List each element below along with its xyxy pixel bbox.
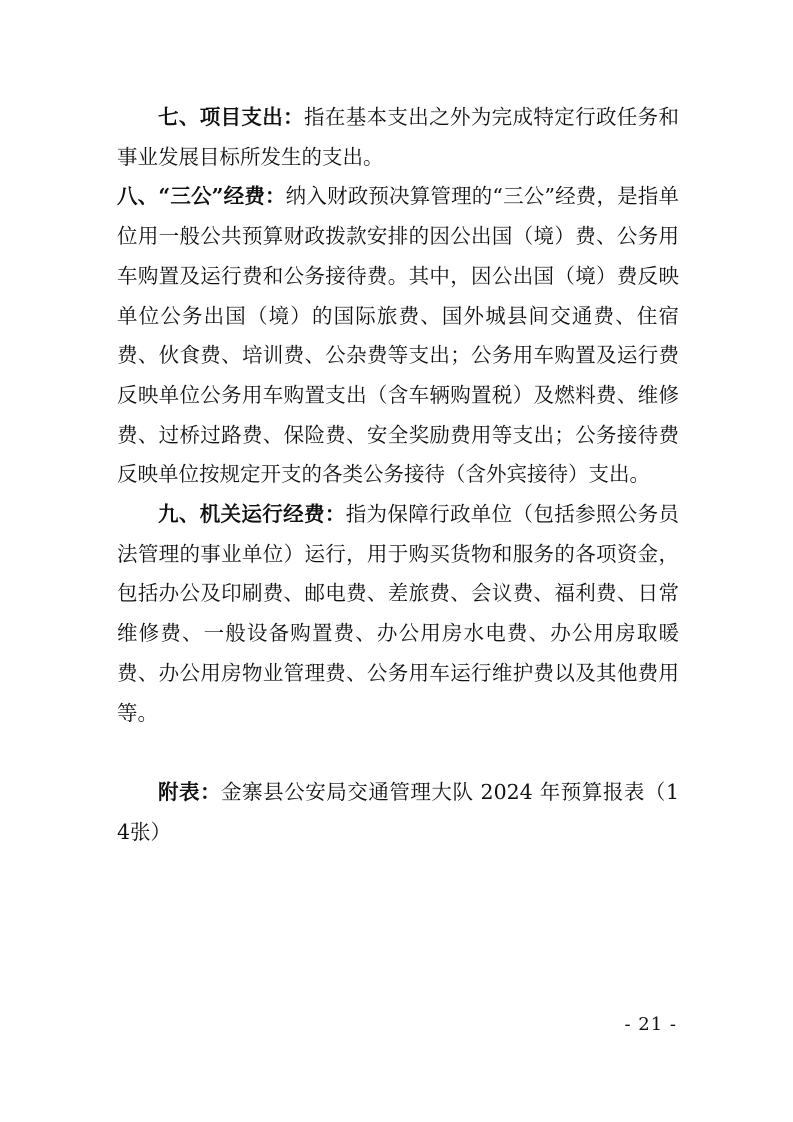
paragraph-text: 纳入财政预决算管理的“三公”经费，是指单位用一般公共预算财政拨款安排的因公出国（境）费、公务用车购置及运行费和公务接待费。其中，因公出国（境）费反映单位公务出国（境）的国际旅费、国外城县间交通费、住宿费、伙食费、培训费、公杂费等支出；公务用车购置及运行费反映单位公务用车购置支出（含车辆购置税）及燃料费、维修费、过桥过路费、保险费、安全奖励费用等支出；公务接待费反映单位按规定开支的各类公务接待（含外宾接待）支出。 [117,184,679,487]
page-body [117,98,679,853]
page-number: - 21 - [624,1014,677,1035]
attachment-note [117,773,679,852]
attachment-label: 附表： [158,780,222,805]
section-heading-seven: 七、项目支出： [158,105,304,129]
section-heading-nine: 九、机关运行经费： [158,502,346,527]
paragraph-three-public-expenses [117,177,679,495]
paragraph-text: 指为保障行政单位（包括参照公务员法管理的事业单位）运行，用于购买货物和服务的各项资金，包括办公及印刷费、邮电费、差旅费、会议费、福利费、日常维修费、一般设备购置费、办公用房水电费、办公用房取暖费、办公用房物业管理费、公务用车运行维护费以及其他费用等。 [117,502,679,725]
section-heading-eight: 八、“三公”经费： [117,184,286,209]
paragraph-text: 指在基本支出之外为完成特定行政任务和事业发展目标所发生的支出。 [117,105,680,169]
attachment-text: 金寨县公安局交通管理大队 2024 年预算报表（14张） [117,780,680,844]
paragraph-agency-operating-expenses [117,495,679,733]
paragraph-project-expenditure [117,98,679,177]
